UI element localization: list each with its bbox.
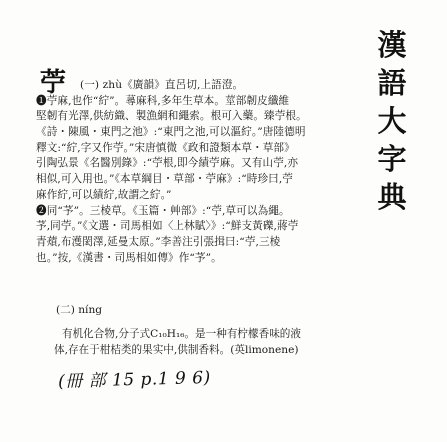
title-char: 字	[377, 142, 407, 176]
title-char: 大	[377, 104, 407, 138]
title-char: 語	[377, 66, 407, 100]
entry-line: 釋文:“紵,字又作苧。”宋唐慎微《政和證類本草・草部》	[36, 141, 295, 154]
entry-line: 引陶弘景《名醫別錄》:“苧根,即今績苧麻。又有山苧,亦	[36, 157, 299, 170]
title-char: 漢	[377, 28, 407, 62]
entry-line: ❶苧麻,也作“紵”。蕁麻科,多年生草本。莖部韌皮纖維	[36, 94, 290, 107]
entry-line: 青薠,布濩閎澤,延曼太原。”李善注引張揖曰:“苧,三棱	[36, 235, 281, 248]
headword-character: 苧	[40, 68, 67, 98]
entry-line: 堅韌有光澤,供紡織、製漁網和繩索。根可入藥。臻苧根。	[36, 110, 307, 123]
entry-line: 有机化合物,分子式C₁₀H₁₆。是一种有柠檬香味的液	[62, 328, 301, 340]
handwritten-annotation: (冊 部 15 p.1 9 6)	[57, 368, 211, 392]
title-char: 典	[377, 180, 407, 214]
entry-line: 芧,同苧。”《文選・司馬相如〈上林賦〉》:“鮮支黃礫,蔣苧	[36, 220, 299, 233]
reading-b-entry	[54, 326, 362, 358]
reading-a-entry	[36, 78, 354, 266]
dictionary-title-vertical	[372, 26, 412, 216]
entry-line: 相似,可入用也。”《本草綱目・草部・苧麻》:“時珍曰,苧	[36, 173, 293, 186]
entry-line: 也。”按,《漢書・司馬相如傳》作“芧”。	[36, 251, 222, 264]
entry-line: 麻作紵,可以績紵,故謂之紵。”	[36, 188, 172, 201]
reading-b-label: (二) níng	[56, 304, 103, 316]
entry-line: (一) zhù《廣韻》直呂切,上語澄。	[80, 79, 244, 91]
entry-line: 《詩・陳風・東門之池》:“東門之池,可以漚紵。”唐陸德明	[36, 126, 306, 139]
entry-line: 体,存在于柑桔类的果实中,供制香料。(英limonene)	[54, 344, 299, 356]
entry-line: ❷同“芧”。三棱草。《玉篇・艸部》:“苧,草可以為繩。	[36, 204, 290, 217]
